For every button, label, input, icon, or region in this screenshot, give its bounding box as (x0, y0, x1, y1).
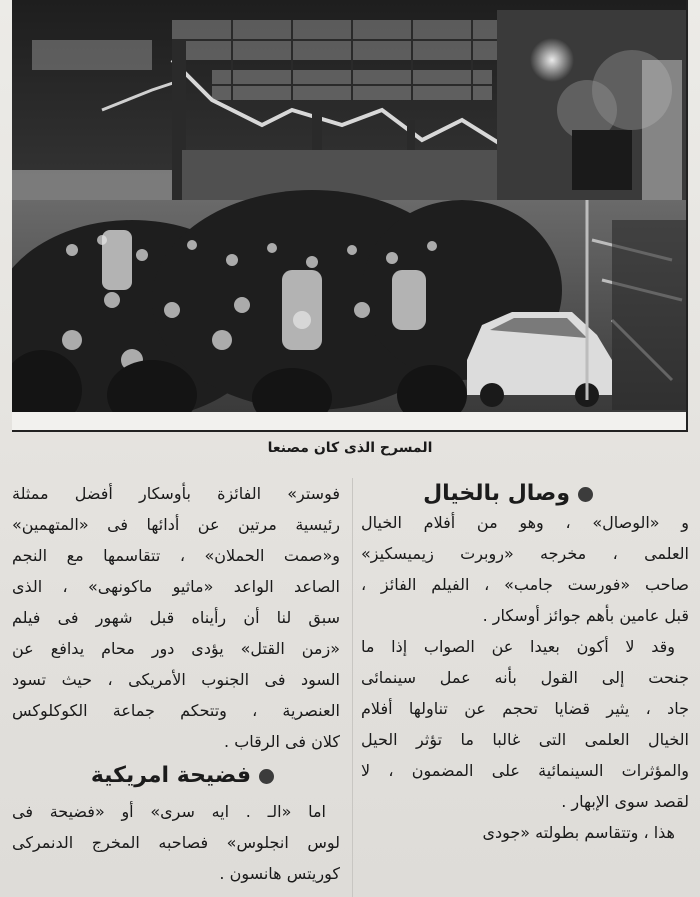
right-column-text (361, 507, 689, 848)
text-line: الصاعد الواعد «ماثيو ماكونهى» ، الذى (12, 577, 340, 596)
text-line: كوريتس هانسون . (219, 864, 340, 883)
text-line: وقد لا أكون بعيدا عن الصواب إذا ما (361, 637, 675, 656)
text-line: العلمى ، مخرجه «روبرت زيميسكيز» (361, 544, 689, 563)
text-line: لوس انجلوس» فصاحبه المخرج الدنمركى (12, 833, 340, 852)
text-line: والمؤثرات السينمائية على المضمون ، لا (361, 761, 689, 780)
text-line: و«صمت الحملان» ، تتقاسمها مع النجم (12, 546, 340, 565)
text-line: جاد ، يثير قضايا تحجم عن تناولها أفلام (361, 699, 689, 718)
photo-caption: المسرح الذى كان مصنعا (267, 440, 433, 456)
text-line: سبق لنا أن رأيناه قبل شهور فى فيلم (12, 608, 340, 627)
section-heading-text: فضيحة امريكية (90, 763, 251, 788)
text-line: السود فى الجنوب الأمريكى ، حيث تسود (12, 670, 340, 689)
text-line: اما «الـ . ايه سرى» أو «فضيحة فى (12, 802, 326, 821)
photo-frame (12, 0, 688, 432)
text-line: جنحت إلى القول بأنه عمل سينمائى (361, 668, 689, 687)
bullet-icon (259, 769, 274, 784)
text-line: و «الوصال» ، وهو من أفلام الخيال (361, 513, 689, 532)
text-line: صاحب «فورست جامب» ، الفيلم الفائز ، (361, 575, 689, 594)
left-column-text (12, 478, 340, 757)
text-line: كلان فى الرقاب . (224, 732, 340, 751)
left-column-text-bottom (12, 796, 340, 889)
bullet-icon (578, 487, 593, 502)
text-line: رئيسية مرتين عن أدائها فى «المتهمين» (12, 515, 340, 534)
text-line: «زمن القتل» يؤدى دور محام يدافع عن (12, 639, 340, 658)
text-line: فوستر» الفائزة بأوسكار أفضل ممثلة (12, 484, 340, 503)
text-line: قبل عامين بأهم جوائز أوسكار . (482, 606, 689, 625)
text-line: لقصد سوى الإبهار . (561, 792, 689, 811)
section-heading-scandal (12, 756, 340, 796)
photo-illustration (12, 0, 686, 412)
section-heading-text: وصال بالخيال (423, 481, 570, 506)
factory-hall-crowd-photo (12, 0, 686, 412)
column-divider (352, 478, 353, 897)
text-line: هذا ، وتتقاسم بطولته «جودى (482, 823, 675, 842)
text-line: العنصرية ، وتتحكم جماعة الكوكلوكس (12, 701, 340, 720)
text-line: الخيال العلمى التى غالبا ما تؤثر الحيل (361, 730, 689, 749)
